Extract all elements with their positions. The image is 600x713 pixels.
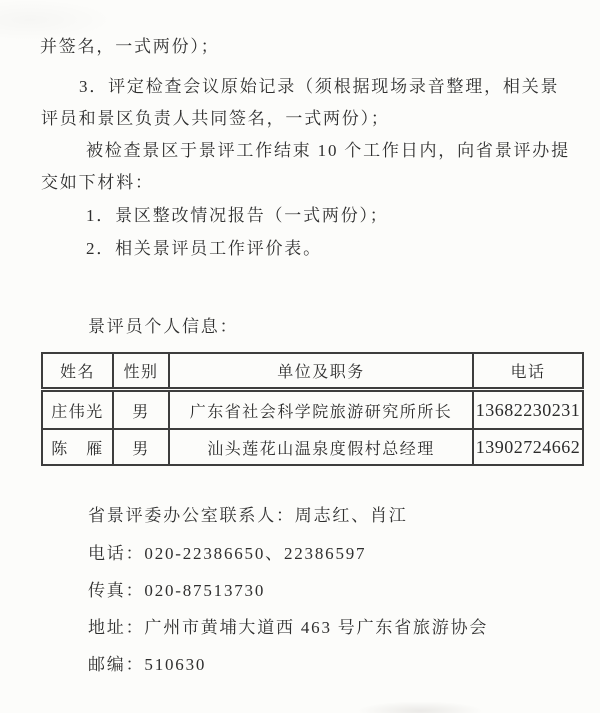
header-gender: 性别 xyxy=(113,353,169,390)
cell-name: 庄伟光 xyxy=(42,390,113,430)
cell-phone: 13902724662 xyxy=(473,429,583,465)
table-row xyxy=(42,429,583,465)
cell-phone: 13682230231 xyxy=(473,390,583,430)
cell-unit-title: 广东省社会科学院旅游研究所所长 xyxy=(169,390,473,430)
cell-unit-title: 汕头莲花山温泉度假村总经理 xyxy=(169,429,473,465)
table-row xyxy=(42,390,583,430)
section-heading: 景评员个人信息： xyxy=(88,317,239,336)
contact-phone-line: 电话：020-22386650、22386597 xyxy=(88,544,367,563)
table-header-row xyxy=(42,353,583,390)
header-phone: 电话 xyxy=(473,353,583,390)
body-line-1: 并签名，一式两份）； xyxy=(40,37,220,56)
header-name: 姓名 xyxy=(42,353,113,390)
contact-address-line: 地址：广州市黄埔大道西 463 号广东省旅游协会 xyxy=(88,618,489,637)
cell-gender: 男 xyxy=(113,390,169,430)
contact-person-line: 省景评委办公室联系人：周志红、肖江 xyxy=(88,506,408,525)
body-line-2: 3．评定检查会议原始记录（须根据现场录音整理，相关景 xyxy=(79,77,560,96)
header-unit-title: 单位及职务 xyxy=(169,353,473,390)
cell-gender: 男 xyxy=(113,429,169,465)
contact-fax-line: 传真：020-87513730 xyxy=(88,581,266,600)
body-line-7: 2．相关景评员工作评价表。 xyxy=(86,239,322,258)
body-line-5: 交如下材料： xyxy=(41,173,154,192)
body-line-3: 评员和景区负责人共同签名，一式两份）； xyxy=(41,109,390,128)
contact-postcode-line: 邮编：510630 xyxy=(88,655,207,674)
body-line-6: 1．景区整改情况报告（一式两份）； xyxy=(86,206,389,225)
body-line-4: 被检查景区于景评工作结束 10 个工作日内，向省景评办提 xyxy=(86,141,570,160)
cell-name: 陈 雁 xyxy=(42,429,113,465)
reviewer-info-table xyxy=(41,352,584,466)
